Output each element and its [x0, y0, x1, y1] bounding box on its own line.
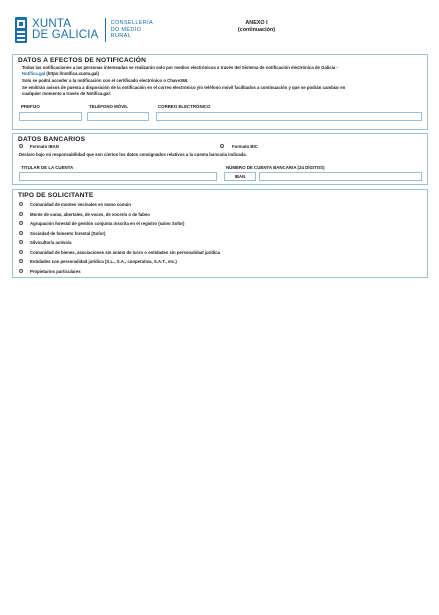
notification-text-2 — [22, 71, 99, 77]
logo-divider — [105, 18, 106, 42]
account-number-label: NÚMERO DE CUENTA BANCARIA (24 DÍGITOS) — [226, 165, 325, 170]
bic-format-label: Formato BIC — [232, 143, 258, 149]
xunta-logo — [14, 17, 153, 43]
bic-format-radio[interactable] — [220, 144, 224, 148]
applicant-option-label: Entidades con personalidad jurídica (S.L., S.A., cooperativa, S.A.T., etc.) — [30, 259, 177, 264]
iban-format-radio[interactable] — [19, 144, 23, 148]
email-input[interactable] — [156, 112, 422, 121]
applicant-option-radio[interactable] — [19, 212, 23, 216]
section-title: DATOS A EFECTOS DE NOTIFICACIÓN — [18, 57, 147, 64]
annex-heading — [194, 20, 319, 34]
logo-line-1: XUNTA — [32, 18, 72, 30]
mobile-phone-input[interactable] — [87, 112, 149, 121]
applicant-option-label: Silvicultor/a activo/a — [30, 240, 72, 245]
notification-text-5: cualquier momento a través de Notifica.gal: — [22, 90, 112, 96]
department-name — [111, 20, 153, 39]
section-title: DATOS BANCARIOS — [18, 136, 86, 143]
dept-line-1: CONSELLERÍA — [110, 20, 154, 27]
applicant-option-label: Monte de varas, abertales, de voces, de vocerío o de fabeo — [30, 211, 150, 217]
applicant-option-radio[interactable] — [19, 231, 23, 235]
notification-text-1: Todas las notificaciones a las personas interesadas se realizarán solo por medios electrónicos a través del Sistema de notificación electrónica de Galicia - — [22, 65, 338, 70]
applicant-option-label: Propietarios particulares — [30, 268, 81, 274]
applicant-option-radio[interactable] — [19, 250, 23, 254]
notification-text-3: Solo se podrá acceder a la notificación con el certificado electrónico o Chave365. — [22, 78, 189, 83]
phone-label: TELÉFONO MÓVIL — [89, 104, 129, 109]
galicia-crest-icon — [14, 17, 28, 43]
applicant-option-label: Sociedad de fomento forestal (Sofor) — [30, 230, 106, 236]
applicant-option-radio[interactable] — [19, 269, 23, 273]
account-holder-input[interactable] — [19, 172, 217, 181]
applicant-option-radio[interactable] — [19, 259, 23, 263]
dept-line-3: RURAL — [110, 33, 132, 40]
holder-label: TITULAR DE LA CUENTA — [21, 165, 74, 170]
notification-text-4: Se emitirán avisos de puesta a disposición de la notificación en el correo electrónico y/o teléfono móvil facilitados a continuación y que se podrán cambiar en — [22, 85, 346, 90]
applicant-option-label: Agrupación forestal de gestión conjunta inscrita en el registro (salvo Sofor) — [30, 221, 185, 226]
bank-section — [12, 133, 428, 185]
section-title: TIPO DE SOLICITANTE — [18, 192, 94, 199]
bank-declaration: Declaro bajo mi responsabilidad que son ciertos los datos consignados relativos a la cuenta bancaria indicada. — [19, 152, 247, 157]
applicant-option-label: Comunidad de bienes, asociaciones sin ánimo de lucro o entidades sin personalidad jurídica — [30, 249, 221, 255]
iban-format-label: Formato IBAN — [30, 143, 59, 149]
applicant-type-section — [12, 189, 428, 278]
applicant-option-label: Comunidad de montes vecinales en mano común — [30, 202, 131, 207]
document-header — [14, 17, 426, 49]
annex-title: ANEXO I — [245, 20, 268, 26]
prefix-input[interactable] — [19, 112, 82, 121]
notification-section — [12, 54, 428, 130]
account-number-input[interactable] — [259, 172, 422, 181]
dept-line-2: DO MEDIO — [110, 26, 142, 33]
prefix-label: PREFIJO — [21, 104, 40, 109]
iban-prefix-box: IBAN — [224, 172, 256, 181]
notifica-url-text: (https://notifica.xunta.gal) — [45, 71, 99, 76]
applicant-option-radio[interactable] — [19, 221, 23, 225]
applicant-option-radio[interactable] — [19, 240, 23, 244]
applicant-option-radio[interactable] — [19, 202, 23, 206]
notifica-link[interactable]: Notifica.gal — [22, 71, 46, 76]
email-label: CORREO ELECTRÓNICO — [158, 104, 211, 109]
logo-wordmark — [32, 19, 99, 41]
annex-subtitle: (continuación) — [237, 27, 276, 33]
logo-line-2: DE GALICIA — [32, 29, 99, 41]
